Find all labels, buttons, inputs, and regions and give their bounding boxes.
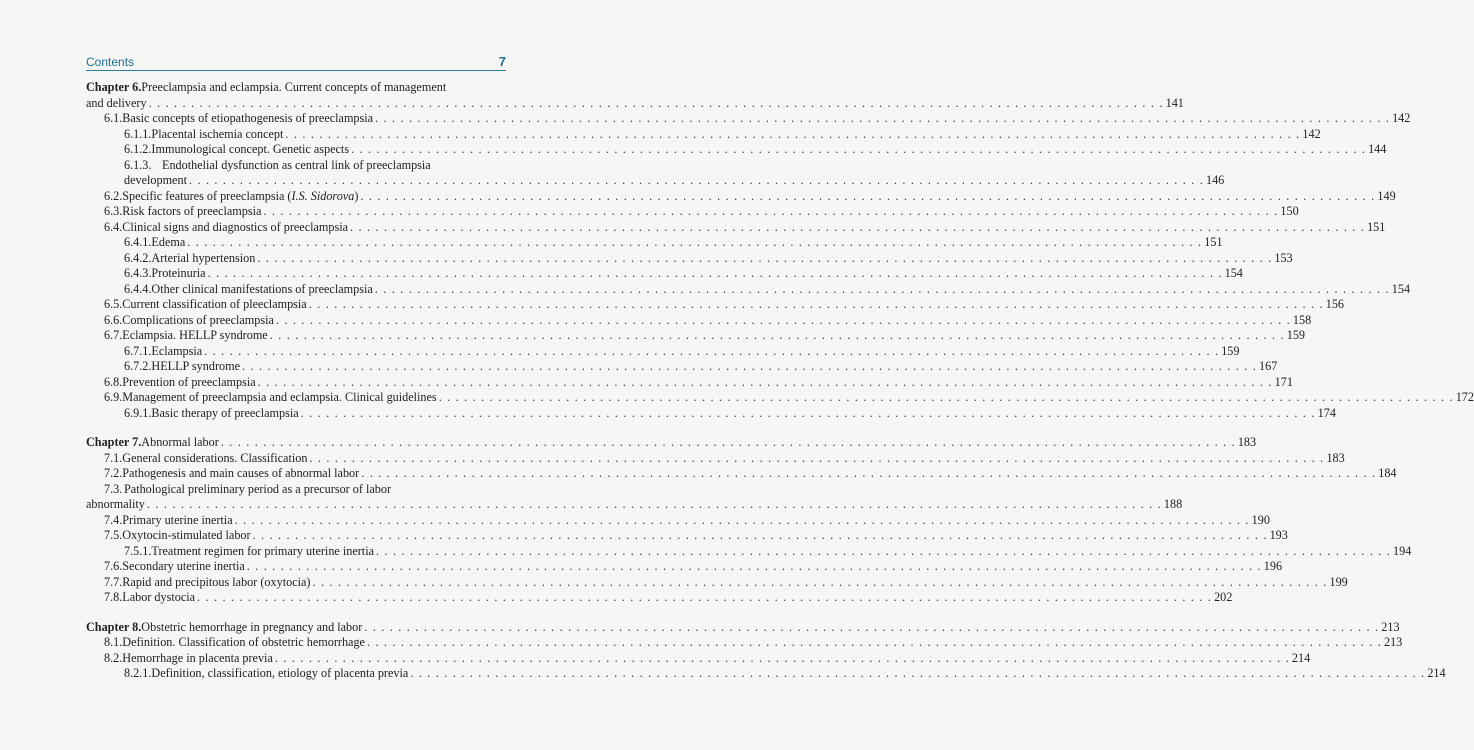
chapter-label: Chapter 8. (86, 619, 142, 634)
chapter-title: Obstetric hemorrhage in pregnancy and labor (141, 619, 363, 634)
dot-leader: . . . . . . . . . . . . . . . . . . . . . . . . . . . . . . . . . . . . . . . . . . . . . . . . . . . . . . . . . . . . . . . . . . . . . . . . . . . . . . . . . . . . . . . . . . . . . . . . . . . . . . . . . . . . . . . . . . . . . . . . (242, 359, 1258, 373)
dot-leader: . . . . . . . . . . . . . . . . . . . . . . . . . . . . . . . . . . . . . . . . . . . . . . . . . . . . . . . . . . . . . . . . . . . . . . . . . . . . . . . . . . . . . . . . . . . . . . . . . . . . . . . . . . . . . . . . . . . . . . . . (364, 619, 1380, 634)
entry-title: Eclampsia (151, 343, 203, 358)
dot-leader: . . . . . . . . . . . . . . . . . . . . . . . . . . . . . . . . . . . . . . . . . . . . . . . . . . . . . . . . . . . . . . . . . . . . . . . . . . . . . . . . . . . . . . . . . . . . . . . . . . . . . . . . . . . . . . . . . . . . . . . . (374, 281, 1390, 296)
entry-number: 6.1.2. (124, 142, 152, 156)
toc-entry-7-5-1[interactable] (86, 543, 1412, 560)
entry-number: 6.4.2. (124, 250, 152, 265)
entry-title: Rapid and precipitous labor (oxytocia) (122, 574, 311, 589)
entry-title: Pathogenesis and main causes of abnormal labor (122, 466, 360, 480)
toc-entry-6-7-1[interactable] (86, 343, 1240, 360)
entry-title: abnormality (86, 497, 145, 511)
page-ref: 144 (1368, 142, 1387, 156)
chapter-6-heading[interactable] (86, 80, 506, 96)
dot-leader: . . . . . . . . . . . . . . . . . . . . . . . . . . . . . . . . . . . . . . . . . . . . . . . . . . . . . . . . . . . . . . . . . . . . . . . . . . . . . . . . . . . . . . . . . . . . . . . . . . . . . . . . . . . . . . . . . . . . . . . . (269, 328, 1285, 342)
entry-title: Definition, classification, etiology of placenta previa (151, 666, 409, 680)
page-ref: 183 (1237, 435, 1257, 449)
entry-title: Prevention of preeclampsia (122, 374, 256, 389)
entry-number: 7.5. (104, 528, 123, 542)
page-ref: 149 (1377, 188, 1396, 203)
toc-entry-7-3-cont[interactable] (86, 497, 1183, 513)
page-ref: 141 (1165, 95, 1184, 110)
dot-leader: . . . . . . . . . . . . . . . . . . . . . . . . . . . . . . . . . . . . . . . . . . . . . . . . . . . . . . . . . . . . . . . . . . . . . . . . . . . . . . . . . . . . . . . . . . . . . . . . . . . . . . . . . . . . . . . . . . . . . . . . (285, 126, 1301, 141)
entry-title: HELLP syndrome (151, 359, 240, 373)
toc-entry-6-4[interactable] (86, 219, 1386, 236)
dot-leader: . . . . . . . . . . . . . . . . . . . . . . . . . . . . . . . . . . . . . . . . . . . . . . . . . . . . . . . . . . . . . . . . . . . . . . . . . . . . . . . . . . . . . . . . . . . . . . . . . . . . . . . . . . . . . . . . . . . . . . . . (257, 250, 1273, 265)
dot-leader: . . . . . . . . . . . . . . . . . . . . . . . . . . . . . . . . . . . . . . . . . . . . . . . . . . . . . . . . . . . . . . . . . . . . . . . . . . . . . . . . . . . . . . . . . . . . . . . . . . . . . . . . . . . . . . . . . . . . . . . . (220, 435, 1236, 449)
entry-title: Arterial hypertension (151, 250, 256, 265)
entry-title: Other clinical manifestations of preeclampsia (151, 281, 373, 296)
entry-title: Specific features of preeclampsia ( (122, 188, 292, 203)
entry-title: Basic therapy of preeclampsia (151, 405, 299, 420)
chapter-8 (86, 619, 1446, 682)
page-ref: 214 (1291, 650, 1311, 665)
toc-entry-6-1[interactable] (86, 111, 1411, 127)
dot-leader: . . . . . . . . . . . . . . . . . . . . . . . . . . . . . . . . . . . . . . . . . . . . . . . . . . . . . . . . . . . . . . . . . . . . . . . . . . . . . . . . . . . . . . . . . . . . . . . . . . . . . . . . . . . . . . . . . . . . . . . . (263, 204, 1279, 218)
page-ref: 183 (1326, 450, 1345, 465)
page-ref: 142 (1302, 126, 1321, 141)
page-ref: 213 (1383, 635, 1403, 649)
chapter-7 (86, 435, 1412, 606)
page-ref: 196 (1263, 559, 1283, 573)
dot-leader: . . . . . . . . . . . . . . . . . . . . . . . . . . . . . . . . . . . . . . . . . . . . . . . . . . . . . . . . . . . . . . . . . . . . . . . . . . . . . . . . . . . . . . . . . . . . . . . . . . . . . . . . . . . . . . . . . . . . . . . . (312, 574, 1328, 589)
page-ref: 150 (1280, 204, 1299, 218)
toc-entry-7-8[interactable] (86, 590, 1233, 606)
entry-number: 7.2. (104, 466, 123, 480)
entry-title-author: I.S. Sidorova (291, 188, 355, 203)
entry-number: 6.1.1. (124, 126, 152, 141)
chapter-label: Chapter 6. (86, 80, 142, 94)
toc-entry-6-4-3[interactable] (86, 266, 1243, 282)
dot-leader: . . . . . . . . . . . . . . . . . . . . . . . . . . . . . . . . . . . . . . . . . . . . . . . . . . . . . . . . . . . . . . . . . . . . . . . . . . . . . . . . . . . . . . . . . . . . . . . . . . . . . . . . . . . . . . . . . . . . . . . . (187, 235, 1203, 249)
page-ref: 199 (1329, 574, 1348, 589)
chapter-title: and delivery (86, 95, 147, 110)
toc-entry-6-7[interactable] (86, 328, 1306, 344)
entry-number: 6.3. (104, 204, 123, 218)
chapter-6-heading-cont[interactable] (86, 95, 1184, 112)
page-ref: 184 (1378, 466, 1397, 480)
entry-number: 6.5. (104, 297, 123, 311)
table-of-contents (86, 80, 1474, 682)
dot-leader: . . . . . . . . . . . . . . . . . . . . . . . . . . . . . . . . . . . . . . . . . . . . . . . . . . . . . . . . . . . . . . . . . . . . . . . . . . . . . . . . . . . . . . . . . . . . . . . . . . . . . . . . . . . . . . . . . . . . . . . . (300, 405, 1316, 420)
page-ref: 172 (1455, 390, 1474, 404)
toc-entry-6-5[interactable] (86, 297, 1345, 313)
entry-number: 7.4. (104, 512, 123, 527)
dot-leader: . . . . . . . . . . . . . . . . . . . . . . . . . . . . . . . . . . . . . . . . . . . . . . . . . . . . . . . . . . . . . . . . . . . . . . . . . . . . . . . . . . . . . . . . . . . . . . . . . . . . . . . . . . . . . . . . . . . . . . . . (438, 390, 1454, 404)
entry-title: Clinical signs and diagnostics of preeclampsia (122, 219, 349, 234)
toc-entry-7-3[interactable] (86, 482, 506, 498)
toc-entry-7-2[interactable] (86, 466, 1397, 482)
entry-number: 7.6. (104, 559, 123, 573)
header-rule (86, 70, 506, 71)
entry-title: Eclampsia. HELLP syndrome (122, 328, 268, 342)
dot-leader: . . . . . . . . . . . . . . . . . . . . . . . . . . . . . . . . . . . . . . . . . . . . . . . . . . . . . . . . . . . . . . . . . . . . . . . . . . . . . . . . . . . . . . . . . . . . . . . . . . . . . . . . . . . . . . . . . . . . . . . . (148, 95, 1164, 110)
page-ref: 158 (1292, 312, 1312, 327)
entry-number: 7.3. (104, 481, 123, 496)
entry-number: 6.2. (104, 188, 123, 203)
toc-entry-8-2[interactable] (86, 650, 1311, 667)
dot-leader: . . . . . . . . . . . . . . . . . . . . . . . . . . . . . . . . . . . . . . . . . . . . . . . . . . . . . . . . . . . . . . . . . . . . . . . . . . . . . . . . . . . . . . . . . . . . . . . . . . . . . . . . . . . . . . . . . . . . . . . . (366, 635, 1382, 649)
entry-number: 6.9.1. (124, 405, 152, 420)
chapter-label: Chapter 7. (86, 435, 142, 449)
entry-number: 6.9. (104, 390, 123, 404)
entry-title: General considerations. Classification (122, 450, 308, 465)
toc-entry-6-4-4[interactable] (86, 281, 1411, 298)
page-ref: 142 (1392, 111, 1411, 125)
dot-leader: . . . . . . . . . . . . . . . . . . . . . . . . . . . . . . . . . . . . . . . . . . . . . . . . . . . . . . . . . . . . . . . . . . . . . . . . . . . . . . . . . . . . . . . . . . . . . . . . . . . . . . . . . . . . . . . . . . . . . . . . (361, 466, 1377, 480)
page-ref: 174 (1317, 405, 1336, 420)
toc-entry-6-1-3[interactable] (86, 158, 506, 174)
entry-number: 6.7.2. (124, 359, 152, 373)
toc-entry-7-5[interactable] (86, 528, 1288, 544)
dot-leader: . . . . . . . . . . . . . . . . . . . . . . . . . . . . . . . . . . . . . . . . . . . . . . . . . . . . . . . . . . . . . . . . . . . . . . . . . . . . . . . . . . . . . . . . . . . . . . . . . . . . . . . . . . . . . . . . . . . . . . . . (207, 266, 1223, 280)
entry-title: Complications of preeclampsia (122, 312, 274, 327)
page-ref: 190 (1251, 512, 1270, 527)
entry-number: 6.4.3. (124, 266, 152, 280)
dot-leader: . . . . . . . . . . . . . . . . . . . . . . . . . . . . . . . . . . . . . . . . . . . . . . . . . . . . . . . . . . . . . . . . . . . . . . . . . . . . . . . . . . . . . . . . . . . . . . . . . . . . . . . . . . . . . . . . . . . . . . . . (375, 111, 1391, 125)
page-ref: 159 (1286, 328, 1306, 342)
entry-title: Immunological concept. Genetic aspects (151, 142, 350, 156)
entry-title: Basic concepts of etiopathogenesis of preeclampsia (122, 111, 374, 125)
toc-entry-8-2-1[interactable] (86, 666, 1446, 682)
entry-number: 6.1.3. (124, 157, 152, 172)
dot-leader: . . . . . . . . . . . . . . . . . . . . . . . . . . . . . . . . . . . . . . . . . . . . . . . . . . . . . . . . . . . . . . . . . . . . . . . . . . . . . . . . . . . . . . . . . . . . . . . . . . . . . . . . . . . . . . . . . . . . . . . . (246, 559, 1262, 573)
toc-entry-7-6[interactable] (86, 559, 1283, 575)
dot-leader: . . . . . . . . . . . . . . . . . . . . . . . . . . . . . . . . . . . . . . . . . . . . . . . . . . . . . . . . . . . . . . . . . . . . . . . . . . . . . . . . . . . . . . . . . . . . . . . . . . . . . . . . . . . . . . . . . . . . . . . . (360, 188, 1376, 203)
entry-number: 8.1. (104, 635, 123, 649)
toc-entry-7-1[interactable] (86, 450, 1345, 467)
entry-number: 6.6. (104, 312, 123, 327)
page-ref: 188 (1163, 497, 1183, 511)
page-ref: 159 (1221, 343, 1240, 358)
entry-number: 8.2.1. (124, 666, 152, 680)
dot-leader: . . . . . . . . . . . . . . . . . . . . . . . . . . . . . . . . . . . . . . . . . . . . . . . . . . . . . . . . . . . . . . . . . . . . . . . . . . . . . . . . . . . . . . . . . . . . . . . . . . . . . . . . . . . . . . . . . . . . . . . . (274, 650, 1290, 665)
entry-title: Proteinuria (151, 266, 206, 280)
toc-entry-7-7[interactable] (86, 574, 1348, 591)
dot-leader: . . . . . . . . . . . . . . . . . . . . . . . . . . . . . . . . . . . . . . . . . . . . . . . . . . . . . . . . . . . . . . . . . . . . . . . . . . . . . . . . . . . . . . . . . . . . . . . . . . . . . . . . . . . . . . . . . . . . . . . . (146, 497, 1162, 511)
dot-leader: . . . . . . . . . . . . . . . . . . . . . . . . . . . . . . . . . . . . . . . . . . . . . . . . . . . . . . . . . . . . . . . . . . . . . . . . . . . . . . . . . . . . . . . . . . . . . . . . . . . . . . . . . . . . . . . . . . . . . . . . (257, 374, 1273, 389)
dot-leader: . . . . . . . . . . . . . . . . . . . . . . . . . . . . . . . . . . . . . . . . . . . . . . . . . . . . . . . . . . . . . . . . . . . . . . . . . . . . . . . . . . . . . . . . . . . . . . . . . . . . . . . . . . . . . . . . . . . . . . . . (204, 343, 1220, 358)
chapter-8-heading[interactable] (86, 619, 1400, 636)
entry-title: Hemorrhage in placenta previa (122, 650, 273, 665)
dot-leader: . . . . . . . . . . . . . . . . . . . . . . . . . . . . . . . . . . . . . . . . . . . . . . . . . . . . . . . . . . . . . . . . . . . . . . . . . . . . . . . . . . . . . . . . . . . . . . . . . . . . . . . . . . . . . . . . . . . . . . . . (410, 666, 1426, 680)
entry-title: Treatment regimen for primary uterine inertia (151, 543, 374, 558)
entry-number: 7.8. (104, 590, 123, 604)
page-ref: 193 (1269, 528, 1288, 542)
toc-entry-6-9-1[interactable] (86, 405, 1336, 422)
entry-number: 6.1. (104, 111, 123, 125)
toc-entry-6-2[interactable] (86, 188, 1396, 205)
toc-entry-6-1-3-cont[interactable] (86, 173, 1225, 189)
page-ref: 156 (1325, 297, 1345, 311)
entry-number: 7.5.1. (124, 543, 152, 558)
entry-title: Endothelial dysfunction as central link of preeclampsia (162, 157, 431, 172)
entry-title: Primary uterine inertia (122, 512, 233, 527)
toc-entry-6-1-2[interactable] (86, 142, 1387, 158)
toc-entry-6-4-2[interactable] (86, 250, 1293, 267)
page-ref: 214 (1427, 666, 1446, 680)
dot-leader: . . . . . . . . . . . . . . . . . . . . . . . . . . . . . . . . . . . . . . . . . . . . . . . . . . . . . . . . . . . . . . . . . . . . . . . . . . . . . . . . . . . . . . . . . . . . . . . . . . . . . . . . . . . . . . . . . . . . . . . . (234, 512, 1250, 527)
entry-title: Current classification of pleeclampsia (122, 297, 307, 311)
dot-leader: . . . . . . . . . . . . . . . . . . . . . . . . . . . . . . . . . . . . . . . . . . . . . . . . . . . . . . . . . . . . . . . . . . . . . . . . . . . . . . . . . . . . . . . . . . . . . . . . . . . . . . . . . . . . . . . . . . . . . . . . (188, 173, 1204, 187)
dot-leader: . . . . . . . . . . . . . . . . . . . . . . . . . . . . . . . . . . . . . . . . . . . . . . . . . . . . . . . . . . . . . . . . . . . . . . . . . . . . . . . . . . . . . . . . . . . . . . . . . . . . . . . . . . . . . . . . . . . . . . . . (275, 312, 1291, 327)
entry-number: 6.4. (104, 219, 123, 234)
chapter-title: Abnormal labor (141, 435, 219, 449)
entry-number: 6.8. (104, 374, 123, 389)
running-head (86, 54, 506, 69)
dot-leader: . . . . . . . . . . . . . . . . . . . . . . . . . . . . . . . . . . . . . . . . . . . . . . . . . . . . . . . . . . . . . . . . . . . . . . . . . . . . . . . . . . . . . . . . . . . . . . . . . . . . . . . . . . . . . . . . . . . . . . . . (252, 528, 1268, 542)
toc-entry-6-3[interactable] (86, 204, 1299, 220)
dot-leader: . . . . . . . . . . . . . . . . . . . . . . . . . . . . . . . . . . . . . . . . . . . . . . . . . . . . . . . . . . . . . . . . . . . . . . . . . . . . . . . . . . . . . . . . . . . . . . . . . . . . . . . . . . . . . . . . . . . . . . . . (350, 219, 1366, 234)
page-ref: 151 (1367, 219, 1386, 234)
toc-entry-7-4[interactable] (86, 512, 1270, 529)
toc-entry-6-9[interactable] (86, 390, 1474, 406)
page-ref: 154 (1391, 281, 1411, 296)
page-number: 7 (498, 54, 506, 69)
toc-entry-6-1-1[interactable] (86, 126, 1321, 143)
entry-number: 7.1. (104, 450, 123, 465)
entry-number: 6.7.1. (124, 343, 152, 358)
page-ref: 151 (1204, 235, 1223, 249)
entry-title: ) (354, 188, 359, 203)
toc-entry-6-6[interactable] (86, 312, 1312, 329)
page-ref: 171 (1274, 374, 1293, 389)
entry-title: development (124, 173, 187, 187)
dot-leader: . . . . . . . . . . . . . . . . . . . . . . . . . . . . . . . . . . . . . . . . . . . . . . . . . . . . . . . . . . . . . . . . . . . . . . . . . . . . . . . . . . . . . . . . . . . . . . . . . . . . . . . . . . . . . . . . . . . . . . . . (376, 543, 1392, 558)
entry-title: Oxytocin-stimulated labor (122, 528, 251, 542)
page-ref: 202 (1214, 590, 1233, 604)
running-head-title: Contents (86, 55, 135, 69)
entry-title: Labor dystocia (122, 590, 196, 604)
entry-title: Management of preeclampsia and eclampsia. Clinical guidelines (122, 390, 437, 404)
chapter-7-heading[interactable] (86, 435, 1257, 451)
page-ref: 153 (1274, 250, 1293, 265)
toc-entry-8-1[interactable] (86, 635, 1403, 651)
entry-title: Pathological preliminary period as a precursor of labor (124, 481, 392, 496)
entry-number: 7.7. (104, 574, 123, 589)
entry-title: Edema (151, 235, 186, 249)
dot-leader: . . . . . . . . . . . . . . . . . . . . . . . . . . . . . . . . . . . . . . . . . . . . . . . . . . . . . . . . . . . . . . . . . . . . . . . . . . . . . . . . . . . . . . . . . . . . . . . . . . . . . . . . . . . . . . . . . . . . . . . . (308, 297, 1324, 311)
chapter-6 (86, 80, 1474, 421)
page-ref: 154 (1224, 266, 1243, 280)
entry-number: 6.4.1. (124, 235, 152, 249)
toc-entry-6-8[interactable] (86, 374, 1293, 391)
entry-title: Placental ischemia concept (151, 126, 284, 141)
dot-leader: . . . . . . . . . . . . . . . . . . . . . . . . . . . . . . . . . . . . . . . . . . . . . . . . . . . . . . . . . . . . . . . . . . . . . . . . . . . . . . . . . . . . . . . . . . . . . . . . . . . . . . . . . . . . . . . . . . . . . . . . (309, 450, 1325, 465)
page-ref: 194 (1393, 543, 1412, 558)
entry-title: Risk factors of preeclampsia (122, 204, 262, 218)
chapter-title: Preeclampsia and eclampsia. Current concepts of management (141, 80, 447, 94)
entry-title: Definition. Classification of obstetric hemorrhage (122, 635, 365, 649)
dot-leader: . . . . . . . . . . . . . . . . . . . . . . . . . . . . . . . . . . . . . . . . . . . . . . . . . . . . . . . . . . . . . . . . . . . . . . . . . . . . . . . . . . . . . . . . . . . . . . . . . . . . . . . . . . . . . . . . . . . . . . . . (351, 142, 1367, 156)
entry-number: 6.4.4. (124, 281, 152, 296)
page-ref: 167 (1259, 359, 1278, 373)
entry-number: 6.7. (104, 328, 123, 342)
entry-title: Secondary uterine inertia (122, 559, 245, 573)
page-ref: 213 (1381, 619, 1400, 634)
dot-leader: . . . . . . . . . . . . . . . . . . . . . . . . . . . . . . . . . . . . . . . . . . . . . . . . . . . . . . . . . . . . . . . . . . . . . . . . . . . . . . . . . . . . . . . . . . . . . . . . . . . . . . . . . . . . . . . . . . . . . . . . (197, 590, 1213, 604)
entry-number: 8.2. (104, 650, 123, 665)
toc-entry-6-4-1[interactable] (86, 235, 1223, 251)
toc-entry-6-7-2[interactable] (86, 359, 1278, 375)
page-ref: 146 (1205, 173, 1225, 187)
